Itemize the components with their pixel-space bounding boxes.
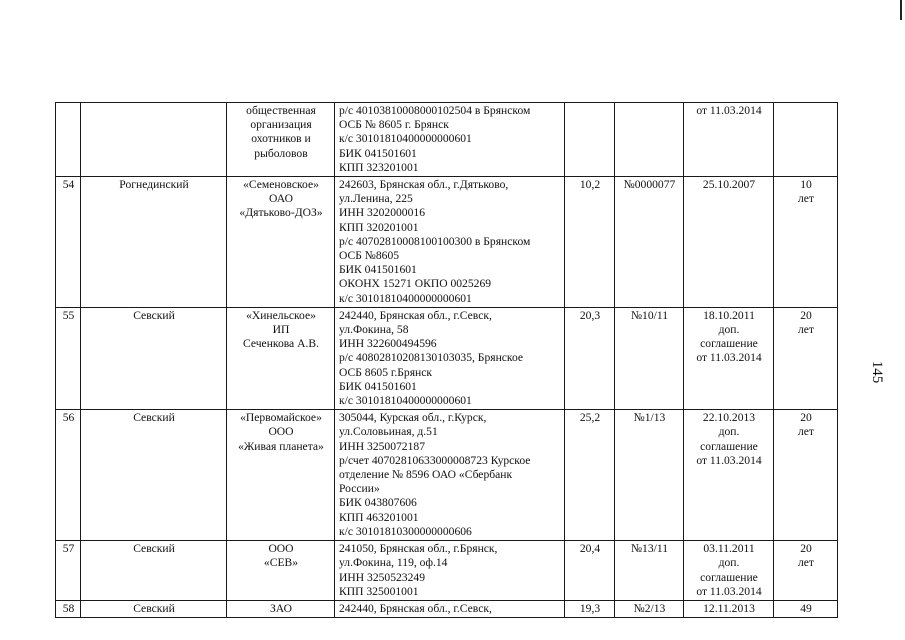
cell-term-line: лет <box>798 323 814 337</box>
cell-document-number: №0000077 <box>615 177 684 308</box>
cell-organization-line: Сеченкова А.В. <box>242 337 320 351</box>
cell-requisites <box>335 410 565 541</box>
cell-requisites-line: ИНН 3250072187 <box>339 439 425 453</box>
cell-document-number <box>615 103 684 177</box>
cell-requisites <box>335 541 565 601</box>
cell-requisites-line: БИК 043807606 <box>339 496 417 510</box>
cell-organization <box>227 307 335 409</box>
cell-requisites <box>335 177 565 308</box>
cell-requisites-line: к/с 30101810400000000601 <box>339 394 472 408</box>
cell-district <box>81 103 227 177</box>
cell-district: Рогнединский <box>81 177 227 308</box>
cell-requisites-line: ул.Фокина, 58 <box>339 323 409 337</box>
cell-requisites-line: р/с 40702810008100100300 в Брянском <box>339 234 531 248</box>
cell-requisites-line: р/счет 40702810633000008723 Курское <box>339 453 531 467</box>
cell-requisites-line: БИК 041501601 <box>339 263 417 277</box>
cell-term <box>774 541 838 601</box>
cell-date <box>684 541 774 601</box>
cell-date <box>684 600 774 617</box>
cell-requisites-line: ОСБ №8605 <box>339 249 400 263</box>
cell-number: 55 <box>56 307 81 409</box>
cell-requisites-line: ул.Соловьиная, д.51 <box>339 425 438 439</box>
cell-requisites-line: БИК 041501601 <box>339 379 417 393</box>
cell-area: 20,3 <box>565 307 615 409</box>
cell-requisites <box>335 600 565 617</box>
cell-date-line: соглашение <box>700 570 758 584</box>
cell-date-line: соглашение <box>700 439 758 453</box>
cell-date-line: 22.10.2013 <box>702 411 756 425</box>
cell-requisites-line: КПП 323201001 <box>339 160 419 174</box>
table-row <box>56 600 838 617</box>
cell-requisites-line: 305044, Курская обл., г.Курск, <box>339 411 487 425</box>
cell-document-number: №10/11 <box>615 307 684 409</box>
cell-district: Севский <box>81 410 227 541</box>
cell-organization <box>227 600 335 617</box>
cell-number: 54 <box>56 177 81 308</box>
page-number: 145 <box>869 360 885 384</box>
cell-organization <box>227 103 335 177</box>
cell-requisites-line: ИНН 3202000016 <box>339 206 425 220</box>
cell-date <box>684 103 774 177</box>
cell-term-line: 20 <box>800 542 812 556</box>
cell-term <box>774 307 838 409</box>
table-row <box>56 541 838 601</box>
cell-number: 57 <box>56 541 81 601</box>
cell-number: 58 <box>56 600 81 617</box>
cell-organization-line: «Хинельское» <box>246 308 316 322</box>
cell-number <box>56 103 81 177</box>
table-row <box>56 307 838 409</box>
table-row <box>56 410 838 541</box>
cell-date <box>684 177 774 308</box>
cell-date-line: 12.11.2013 <box>703 601 755 615</box>
cell-requisites <box>335 307 565 409</box>
cell-organization-line: ОАО <box>269 192 293 206</box>
cell-area: 25,2 <box>565 410 615 541</box>
cell-term-line: лет <box>798 556 814 570</box>
cell-area: 19,3 <box>565 600 615 617</box>
cell-organization-line: ИП <box>272 323 290 337</box>
cell-requisites-line: ОСБ № 8605 г. Брянск <box>339 118 449 132</box>
cell-area: 10,2 <box>565 177 615 308</box>
cell-term-line: 10 <box>800 178 812 192</box>
cell-date-line: от 11.03.2014 <box>696 104 762 117</box>
cell-requisites-line: 241050, Брянская обл., г.Брянск, <box>339 542 498 556</box>
cell-requisites-line: ИНН 3250523249 <box>339 570 425 584</box>
cell-organization-line: ООО <box>268 425 294 439</box>
cell-date <box>684 307 774 409</box>
cell-date-line: от 11.03.2014 <box>696 584 762 598</box>
cell-document-number: №1/13 <box>615 410 684 541</box>
table-row <box>56 103 838 177</box>
cell-number: 56 <box>56 410 81 541</box>
cell-term-line: лет <box>798 192 814 206</box>
cell-requisites-line: ИНН 322600494596 <box>339 337 437 351</box>
cell-district: Севский <box>81 541 227 601</box>
cell-requisites-line: России» <box>339 482 380 496</box>
cell-date-line: 25.10.2007 <box>702 178 756 192</box>
cell-organization-line: организация <box>250 118 312 132</box>
cell-organization <box>227 410 335 541</box>
cell-organization-line: «Живая планета» <box>238 439 324 453</box>
cell-term-line: 20 <box>800 411 812 425</box>
cell-requisites-line: КПП 320201001 <box>339 220 419 234</box>
cell-requisites-line: КПП 463201001 <box>339 510 419 524</box>
cell-requisites <box>335 103 565 177</box>
cell-organization <box>227 177 335 308</box>
cell-organization-line: «Первомайское» <box>240 411 322 425</box>
cell-requisites-line: ОКОНХ 15271 ОКПО 0025269 <box>339 277 492 291</box>
cell-document-number: №13/11 <box>615 541 684 601</box>
cell-requisites-line: ул.Фокина, 119, оф.14 <box>339 556 448 570</box>
cell-organization-line: «Дятьково-ДОЗ» <box>239 206 323 220</box>
cell-term <box>774 103 838 177</box>
cell-term <box>774 177 838 308</box>
cell-requisites-line: к/с 30101810300000000606 <box>339 524 472 538</box>
cell-date-line: от 11.03.2014 <box>696 453 762 467</box>
cell-organization-line: ООО <box>268 542 294 556</box>
cell-organization-line: охотников и <box>251 132 311 146</box>
cell-organization-line: «Семеновское» <box>243 178 319 192</box>
cell-requisites-line: ОСБ 8605 г.Брянск <box>339 365 433 379</box>
cell-area <box>565 103 615 177</box>
cell-term-line: 20 <box>800 308 812 322</box>
cell-date-line: 18.10.2011 <box>703 308 755 322</box>
cell-requisites-line: КПП 325001001 <box>339 584 419 598</box>
cell-organization-line: общественная <box>246 104 316 117</box>
cell-date-line: 03.11.2011 <box>703 542 755 556</box>
page-edge-mark <box>900 0 902 20</box>
cell-area: 20,4 <box>565 541 615 601</box>
cell-organization-line: ЗАО <box>270 601 292 615</box>
registry-table-body <box>56 103 838 618</box>
cell-organization-line: рыболовов <box>254 146 308 160</box>
cell-term <box>774 410 838 541</box>
cell-requisites-line: ул.Ленина, 225 <box>339 192 413 206</box>
table-row <box>56 177 838 308</box>
cell-requisites-line: 242440, Брянская обл., г.Севск, <box>339 308 492 322</box>
cell-organization <box>227 541 335 601</box>
cell-requisites-line: 242440, Брянская обл., г.Севск, <box>339 601 492 615</box>
registry-table <box>55 102 838 618</box>
cell-district: Севский <box>81 600 227 617</box>
cell-district: Севский <box>81 307 227 409</box>
cell-requisites-line: отделение № 8596 ОАО «Сбербанк <box>339 468 513 482</box>
cell-requisites-line: к/с 30101810400000000601 <box>339 291 472 305</box>
cell-requisites-line: 242603, Брянская обл., г.Дятьково, <box>339 178 509 192</box>
cell-date <box>684 410 774 541</box>
cell-document-number: №2/13 <box>615 600 684 617</box>
cell-term <box>774 600 838 617</box>
cell-requisites-line: к/с 30101810400000000601 <box>339 132 472 146</box>
cell-term-line: 49 <box>800 601 812 615</box>
cell-organization-line: «СЕВ» <box>263 556 299 570</box>
cell-date-line: доп. <box>718 556 740 570</box>
cell-date-line: доп. <box>718 323 740 337</box>
cell-requisites-line: БИК 041501601 <box>339 146 417 160</box>
cell-date-line: от 11.03.2014 <box>696 351 762 365</box>
cell-requisites-line: р/с 40103810008000102504 в Брянском <box>339 104 531 117</box>
cell-date-line: доп. <box>718 425 740 439</box>
cell-date-line: соглашение <box>700 337 758 351</box>
cell-term-line: лет <box>798 425 814 439</box>
cell-requisites-line: р/с 40802810208130103035, Брянское <box>339 351 524 365</box>
